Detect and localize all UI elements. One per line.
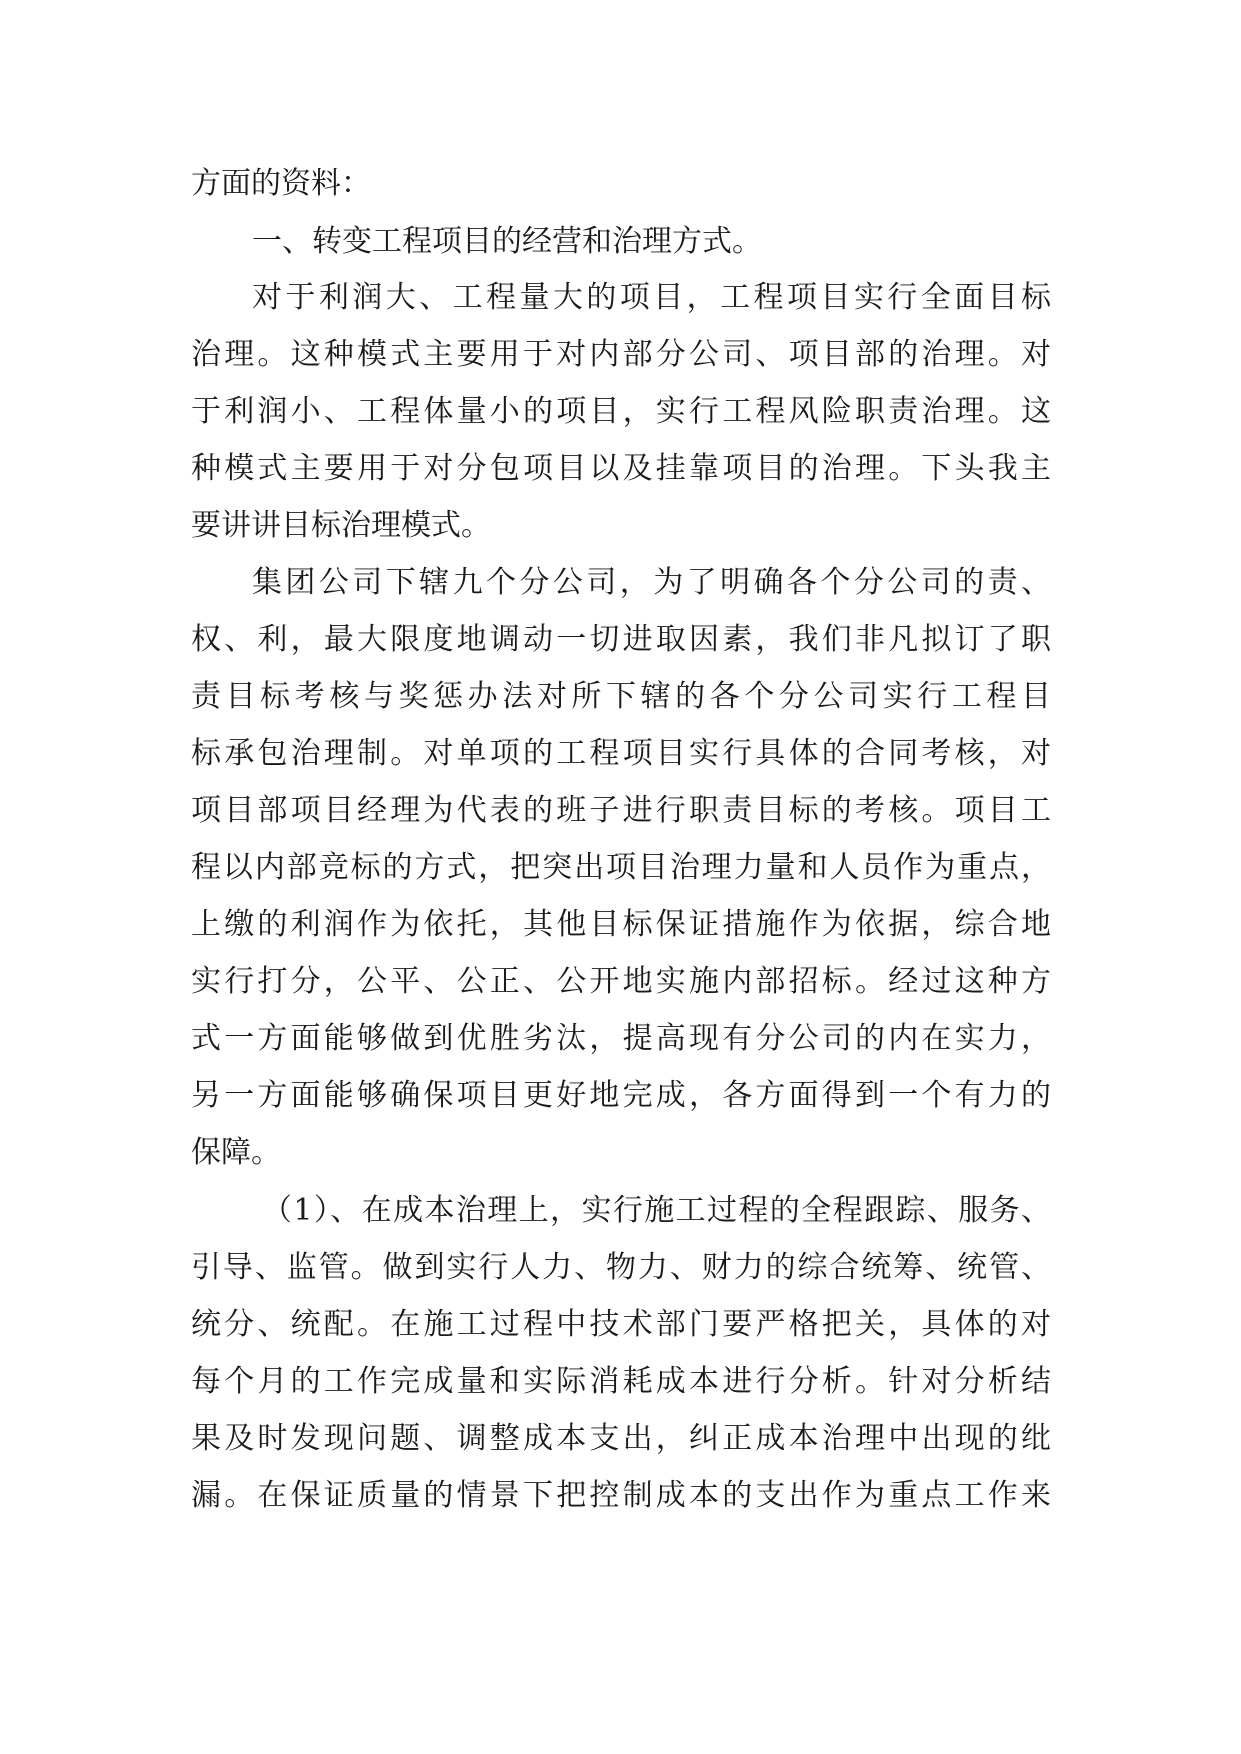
- text-line: 果及时发现问题、调整成本支出，纠正成本治理中出现的纰: [191, 1421, 1051, 1456]
- section-heading: 一、转变工程项目的经营和治理方式。: [252, 224, 762, 259]
- text-line: 式一方面能够做到优胜劣汰，提高现有分公司的内在实力，: [191, 1021, 1051, 1056]
- text-line: 另一方面能够确保项目更好地完成，各方面得到一个有力的: [191, 1078, 1051, 1113]
- text-line: 权、利，最大限度地调动一切进取因素，我们非凡拟订了职: [191, 622, 1051, 657]
- text-line: 集团公司下辖九个分公司，为了明确各个分公司的责、: [252, 565, 1051, 600]
- text-line: 统分、统配。在施工过程中技术部门要严格把关，具体的对: [191, 1307, 1051, 1342]
- text-line: 引导、监管。做到实行人力、物力、财力的综合统筹、统管、: [191, 1250, 1051, 1285]
- text-line: 于利润小、工程体量小的项目，实行工程风险职责治理。这: [191, 394, 1051, 429]
- text-line: 要讲讲目标治理模式。: [191, 508, 491, 543]
- text-line: （1）、在成本治理上，实行施工过程的全程跟踪、服务、: [262, 1193, 1051, 1228]
- text-line: 保障。: [191, 1135, 281, 1170]
- text-line: 种模式主要用于对分包项目以及挂靠项目的治理。下头我主: [191, 451, 1051, 486]
- text-line: 每个月的工作完成量和实际消耗成本进行分析。针对分析结: [191, 1364, 1051, 1399]
- text-line: 上缴的利润作为依托，其他目标保证措施作为依据，综合地: [191, 907, 1051, 942]
- text-line: 对于利润大、工程量大的项目，工程项目实行全面目标: [252, 280, 1051, 315]
- text-line: 项目部项目经理为代表的班子进行职责目标的考核。项目工: [191, 793, 1051, 828]
- text-line: 方面的资料：: [191, 166, 371, 201]
- text-line: 实行打分，公平、公正、公开地实施内部招标。经过这种方: [191, 964, 1051, 999]
- text-line: 程以内部竞标的方式，把突出项目治理力量和人员作为重点，: [191, 850, 1051, 885]
- text-line: 治理。这种模式主要用于对内部分公司、项目部的治理。对: [191, 337, 1051, 372]
- text-line: 漏。在保证质量的情景下把控制成本的支出作为重点工作来: [191, 1478, 1051, 1513]
- text-line: 标承包治理制。对单项的工程项目实行具体的合同考核，对: [191, 736, 1051, 771]
- text-line: 责目标考核与奖惩办法对所下辖的各个分公司实行工程目: [191, 679, 1051, 714]
